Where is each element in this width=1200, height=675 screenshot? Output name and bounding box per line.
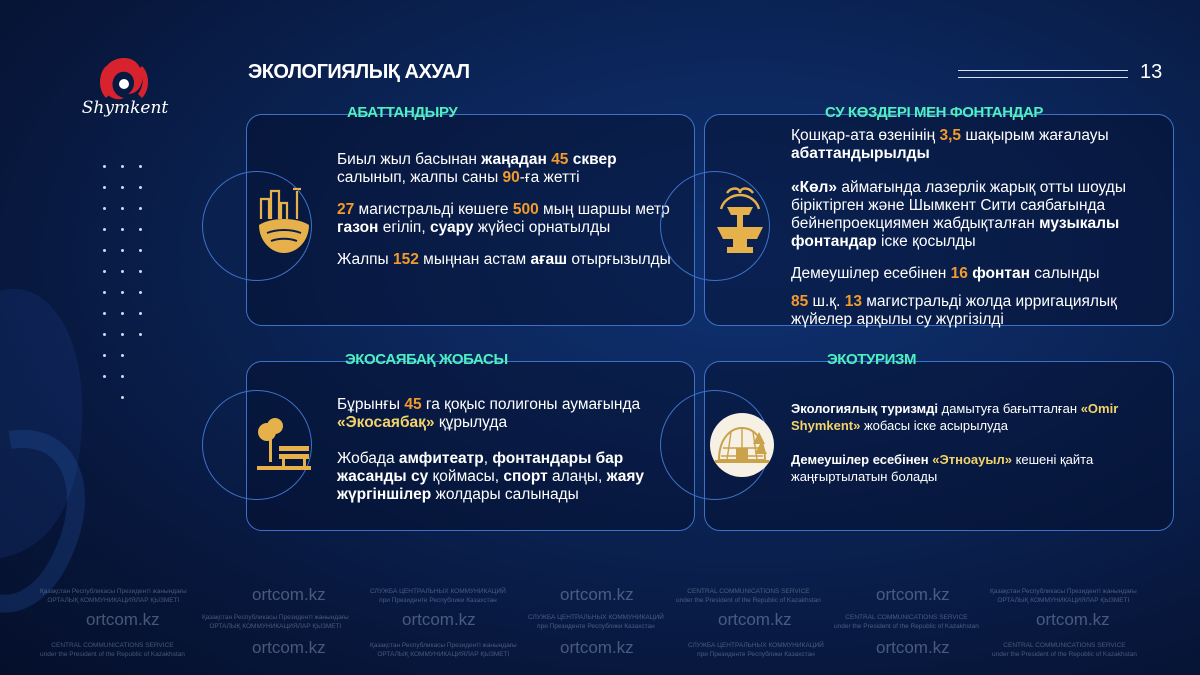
card-body <box>337 396 682 518</box>
highlight-name: «Omir Shymkent» <box>791 401 1119 433</box>
watermark-line: under the President of the Republic of Kazakhstan <box>40 651 185 658</box>
highlight-name: «Экосаябақ» <box>337 414 435 431</box>
text: магистральді көшеге <box>354 201 513 218</box>
text: амфитеатр <box>398 450 484 467</box>
watermark-en <box>676 587 821 605</box>
text: дамытуға бағытталған <box>938 401 1081 416</box>
watermark-line: ОРТАЛЫҚ КОММУНИКАЦИЯЛАР ҚЫЗМЕТІ <box>209 623 342 630</box>
dome-tent-icon <box>709 412 775 478</box>
dot <box>103 375 106 378</box>
text: Экологиялық туризмді <box>791 401 938 416</box>
dot <box>139 165 142 168</box>
card-title: ЭКОСАЯБАҚ ЖОБАСЫ <box>345 351 508 368</box>
dot <box>139 333 142 336</box>
watermark-line: СЛУЖБА ЦЕНТРАЛЬНЫХ КОММУНИКАЦИЙ <box>688 642 824 649</box>
watermark-url: ortcom.kz <box>252 638 326 657</box>
card-body <box>791 400 1161 498</box>
text: фонтан <box>972 265 1030 282</box>
watermark-line: Қазақстан Республикасы Президенті жанындағы <box>990 588 1137 595</box>
text: құрылуда <box>434 414 508 431</box>
watermark-ru <box>370 587 506 605</box>
text: отырғызылды <box>567 251 671 268</box>
dot <box>121 375 124 378</box>
text: фонтандары бар жасанды су <box>337 450 624 485</box>
dot <box>103 333 106 336</box>
fountain-icon <box>713 185 767 257</box>
highlight-name: «Этноауыл» <box>932 452 1012 467</box>
watermark-kz <box>370 641 517 659</box>
dot <box>139 228 142 231</box>
text: магистральді жолда ирригациялық жүйелер арқылы су жүргізілді <box>791 293 1117 328</box>
paragraph-irrigation <box>791 293 1161 329</box>
card-ecopark <box>246 351 695 531</box>
card-title: ЭКОТУРИЗМ <box>827 351 917 368</box>
watermark-url: ortcom.kz <box>1036 610 1110 629</box>
dot <box>121 165 124 168</box>
watermark-en <box>40 641 185 659</box>
watermark-line: Қазақстан Республикасы Президенті жанындағы <box>370 642 517 649</box>
dot <box>103 270 106 273</box>
watermark-url: ortcom.kz <box>718 610 792 629</box>
dot <box>139 249 142 252</box>
text: газон <box>337 219 379 236</box>
page-title: ЭКОЛОГИЯЛЫҚ АХУАЛ <box>248 61 470 83</box>
text: , <box>483 450 493 467</box>
dot <box>103 207 106 210</box>
dot <box>103 186 106 189</box>
text: Биыл жыл басынан <box>337 151 482 168</box>
text: қоймасы, <box>428 468 504 485</box>
text: Қошқар-ата өзенінің <box>791 127 940 144</box>
highlight-number: 3,5 <box>939 127 962 144</box>
text: Бұрынғы <box>337 396 405 413</box>
dot <box>103 228 106 231</box>
watermark-line: Қазақстан Республикасы Президенті жанындағы <box>40 588 187 595</box>
logo-wordmark: Shymkent <box>81 98 169 118</box>
card-body <box>791 127 1161 343</box>
watermark-line: при Президенте Республики Казахстан <box>379 597 497 604</box>
paragraph-sponsor-fountains <box>791 265 1161 283</box>
text: жаңадан <box>481 151 547 168</box>
highlight-number: 27 <box>337 201 355 218</box>
dot <box>121 354 124 357</box>
watermark-ru <box>528 613 664 631</box>
watermark-kz <box>40 587 187 605</box>
watermark-line: Қазақстан Республикасы Президенті жанындағы <box>202 614 349 621</box>
watermark-line: при Президенте Республики Казахстан <box>697 651 815 658</box>
dot <box>139 207 142 210</box>
highlight-number: 45 <box>551 151 569 168</box>
highlight-number: 90 <box>502 169 520 186</box>
highlight-number: 152 <box>393 251 419 268</box>
text: жолдары салынады <box>431 486 579 503</box>
watermark-url: ortcom.kz <box>560 585 634 604</box>
text: Жобада <box>337 450 399 467</box>
watermark-url: ortcom.kz <box>402 610 476 629</box>
text: мың шаршы метр <box>538 201 670 218</box>
dot <box>121 312 124 315</box>
card-landscaping <box>246 104 695 326</box>
text: «Көл» <box>791 179 838 196</box>
card-fountains <box>704 104 1174 328</box>
paragraph-music-fountains <box>791 179 1161 251</box>
watermark-line: ОРТАЛЫҚ КОММУНИКАЦИЯЛАР ҚЫЗМЕТІ <box>377 651 510 658</box>
text: салынды <box>1029 265 1100 282</box>
text: абаттандырылды <box>791 145 930 162</box>
text: ағаш <box>530 251 568 268</box>
card-body <box>337 151 677 283</box>
watermark-url: ortcom.kz <box>876 638 950 657</box>
dot <box>103 249 106 252</box>
text: мыңнан астам <box>418 251 531 268</box>
watermark-url: ortcom.kz <box>876 585 950 604</box>
dot <box>121 270 124 273</box>
highlight-number: 85 <box>791 293 809 310</box>
watermark-line: under the President of the Republic of Kazakhstan <box>992 651 1137 658</box>
dot <box>121 249 124 252</box>
highlight-number: 45 <box>404 396 422 413</box>
paragraph-river <box>791 127 1161 163</box>
text: спорт <box>503 468 548 485</box>
watermark-line: under the President of the Republic of Kazakhstan <box>834 623 979 630</box>
card-title: СУ КӨЗДЕРІ МЕН ФОНТАНДАР <box>825 104 1043 121</box>
text: ш.қ. <box>808 293 845 310</box>
text: Демеушілер есебінен <box>791 452 929 467</box>
text: га қоқыс полигоны аумағында <box>421 396 641 413</box>
paragraph-lawn <box>337 201 677 237</box>
watermark-line: CENTRAL COMMUNICATIONS SERVICE <box>687 588 810 595</box>
watermark-line: ОРТАЛЫҚ КОММУНИКАЦИЯЛАР ҚЫЗМЕТІ <box>47 597 180 604</box>
watermark-line: under the President of the Republic of Kazakhstan <box>676 597 821 604</box>
text: сквер <box>572 151 617 168</box>
park-bench-icon <box>255 414 313 472</box>
watermark-line: ОРТАЛЫҚ КОММУНИКАЦИЯЛАР ҚЫЗМЕТІ <box>997 597 1130 604</box>
dot <box>121 186 124 189</box>
watermark-url: ortcom.kz <box>252 585 326 604</box>
shymkent-logo-icon <box>84 50 164 140</box>
watermark-line: СЛУЖБА ЦЕНТРАЛЬНЫХ КОММУНИКАЦИЙ <box>370 588 506 595</box>
paragraph-squares <box>337 151 677 187</box>
watermark-en <box>834 613 979 631</box>
text: аймағында лазерлік жарық отты шоуды біріктірген және Шымкент Сити саябағында бейнепроекциямен жабдықталған <box>791 179 1126 232</box>
watermark-en <box>992 641 1137 659</box>
dot <box>103 165 106 168</box>
watermark-url: ortcom.kz <box>86 610 160 629</box>
watermark-line: CENTRAL COMMUNICATIONS SERVICE <box>51 642 174 649</box>
header-divider-bottom <box>958 77 1128 78</box>
dot <box>121 228 124 231</box>
city-landscaping-icon <box>257 185 311 257</box>
text: жаяу жүргіншілер <box>337 468 645 503</box>
highlight-number: 13 <box>844 293 862 310</box>
watermark-ru <box>688 641 824 659</box>
dot <box>103 354 106 357</box>
text: музыкалы фонтандар <box>791 215 1120 250</box>
watermark-line: СЛУЖБА ЦЕНТРАЛЬНЫХ КОММУНИКАЦИЙ <box>528 614 664 621</box>
highlight-number: 500 <box>512 201 539 218</box>
paragraph-ethno-village <box>791 451 1161 485</box>
header-divider-top <box>958 70 1128 71</box>
dot <box>139 270 142 273</box>
watermark-kz <box>990 587 1137 605</box>
dot <box>121 207 124 210</box>
text: Демеушілер есебінен <box>791 265 951 282</box>
text: жобасы іске асырылуда <box>860 418 1008 433</box>
dot <box>103 312 106 315</box>
watermark-line: при Президенте Республики Казахстан <box>537 623 655 630</box>
paragraph-ecopark <box>337 396 682 432</box>
paragraph-trees <box>337 251 677 269</box>
text: алаңы, <box>547 468 607 485</box>
text: -ға жетті <box>519 169 580 186</box>
text: шақырым жағалауы <box>961 127 1109 144</box>
decorative-dots <box>103 165 145 420</box>
dot <box>139 312 142 315</box>
paragraph-amphitheatre <box>337 450 682 504</box>
text: егіліп, <box>378 219 430 236</box>
text: Жалпы <box>337 251 393 268</box>
dot <box>121 333 124 336</box>
text: кешені қайта жаңғыртылатын болады <box>791 452 1094 484</box>
dot <box>103 291 106 294</box>
watermark-kz <box>202 613 349 631</box>
dot <box>139 186 142 189</box>
text: салынып, жалпы саны <box>337 169 503 186</box>
card-ecotourism <box>704 351 1174 531</box>
dot <box>121 291 124 294</box>
watermark-url: ortcom.kz <box>560 638 634 657</box>
text: жүйесі орнатылды <box>473 219 611 236</box>
watermark-line: CENTRAL COMMUNICATIONS SERVICE <box>845 614 968 621</box>
text: суару <box>429 219 474 236</box>
page-number: 13 <box>1140 61 1163 83</box>
text: іске қосылды <box>876 233 976 250</box>
dot <box>121 396 124 399</box>
card-title: АБАТТАНДЫРУ <box>347 104 458 121</box>
watermark-line: CENTRAL COMMUNICATIONS SERVICE <box>1003 642 1126 649</box>
dot <box>139 291 142 294</box>
paragraph-omir-shymkent <box>791 400 1161 434</box>
highlight-number: 16 <box>950 265 968 282</box>
